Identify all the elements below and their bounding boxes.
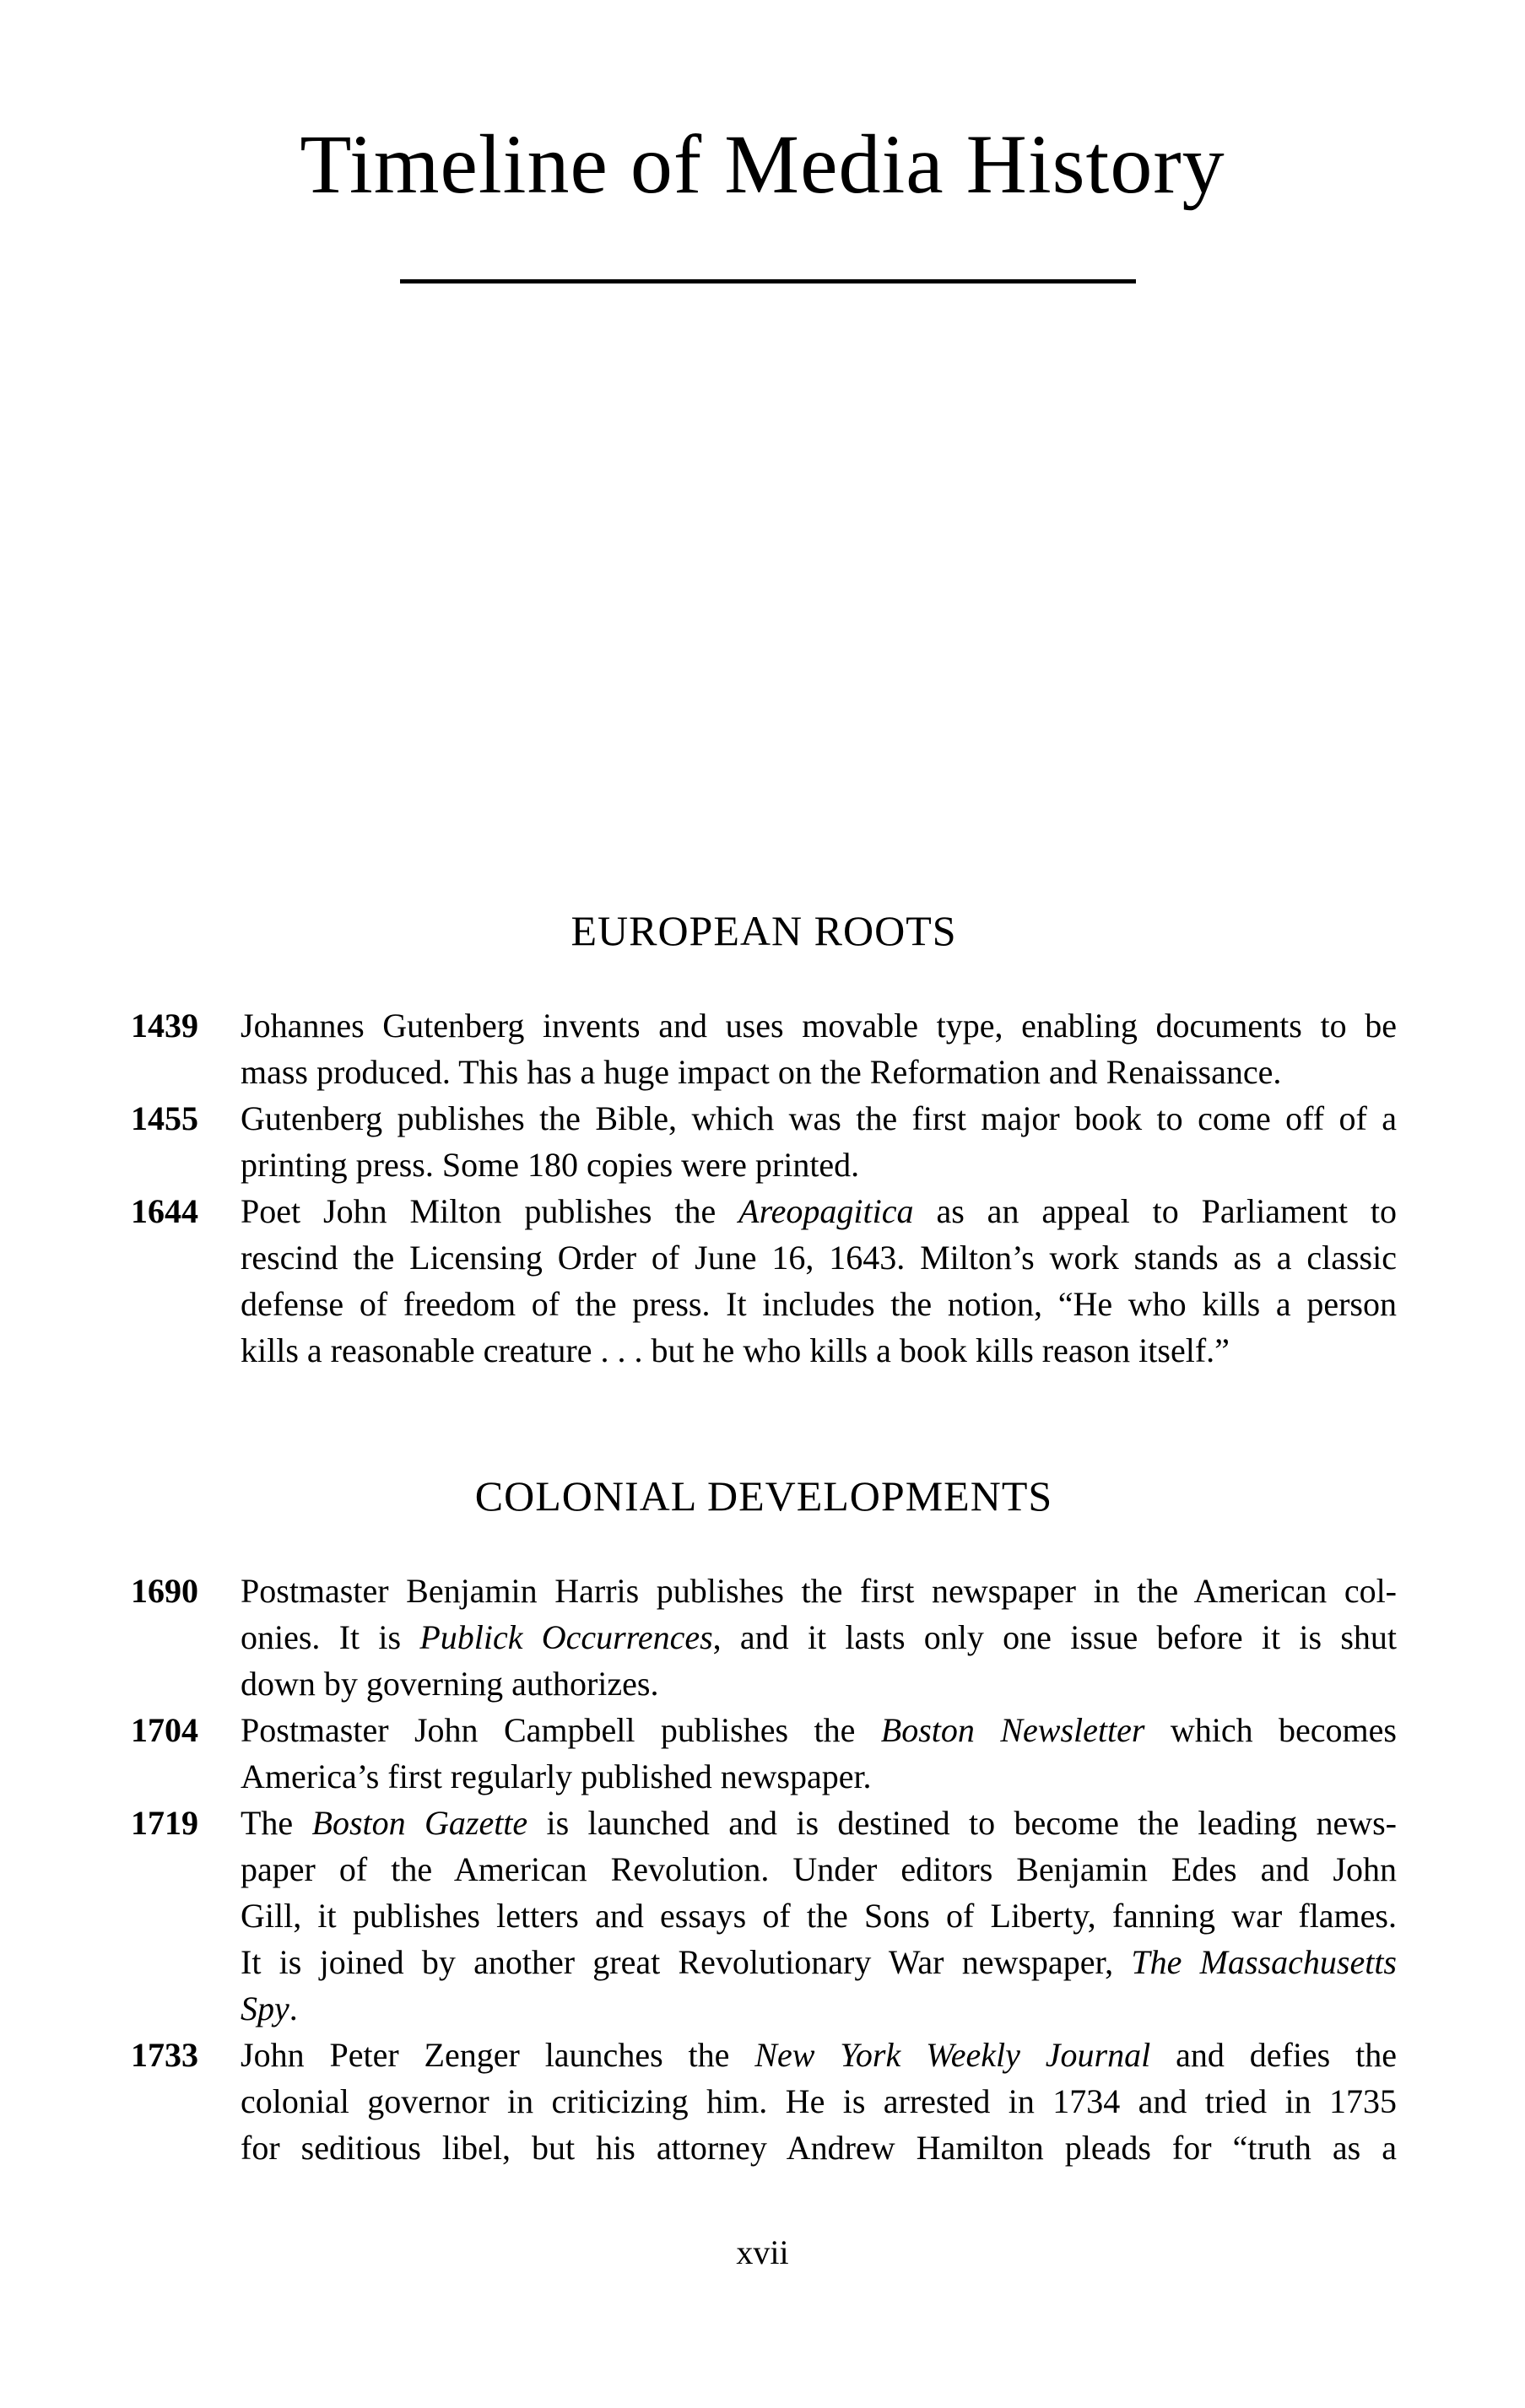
entry-line (241, 2032, 1397, 2078)
timeline-entry (131, 2032, 1397, 2171)
entry-text-segment: colonial governor in criticizing him. He is arrested in 1734 and tried in 1735 (241, 2082, 1397, 2120)
entry-year: 1439 (131, 1007, 198, 1045)
entry-text-segment: Gutenberg publishes the Bible, which was the first major book to come off of a (241, 1099, 1397, 1137)
entry-text-segment-italic: Boston Gazette (311, 1804, 528, 1842)
section-heading: EUROPEAN ROOTS (571, 907, 957, 954)
timeline-sections (131, 907, 1398, 2171)
page-title: Timeline of Media History (300, 117, 1225, 211)
entry-text-segment: John Peter Zenger launches the (241, 2036, 755, 2074)
entry-text-segment: Johannes Gutenberg invents and uses movable type, enabling documents to be (241, 1007, 1397, 1045)
entry-text-segment: . (289, 1990, 298, 2027)
entry-text (241, 1188, 1397, 1374)
entry-text-segment: rescind the Licensing Order of June 16, 1643. Milton’s work stands as a classic (241, 1239, 1397, 1277)
entry-year: 1690 (131, 1572, 198, 1610)
entry-text-segment-italic: Publick Occurrences (419, 1618, 713, 1656)
entry-text-segment: The (241, 1804, 312, 1842)
entry-text-segment: Poet John Milton publishes the (241, 1192, 739, 1230)
entry-text-segment: is launched and is destined to become the leading news- (527, 1804, 1398, 1842)
entry-text-segment: , and it lasts only one issue before it is shut (712, 1618, 1397, 1656)
entry-text-segment: kills a reasonable creature . . . but he who kills a book kills reason itself.” (241, 1331, 1230, 1369)
entry-text-segment: It is joined by another great Revolutionary War newspaper, (241, 1943, 1132, 1981)
timeline-entry (131, 1188, 1397, 1374)
entry-text-segment: as an appeal to Parliament to (913, 1192, 1397, 1230)
entry-text (241, 1800, 1397, 2032)
timeline-entry (131, 1707, 1397, 1800)
entry-line (241, 1985, 1397, 2032)
entry-text-segment-italic: Areopagitica (738, 1192, 914, 1230)
entry-text-segment: Postmaster Benjamin Harris publishes the first newspaper in the American col- (241, 1572, 1397, 1610)
entry-text-segment: down by governing authorizes. (241, 1665, 659, 1703)
entry-line (241, 1142, 1397, 1188)
entry-line (241, 1327, 1397, 1374)
page-number: xvii (736, 2233, 789, 2271)
entry-text-segment: paper of the American Revolution. Under editors Benjamin Edes and John (241, 1850, 1397, 1888)
entry-line (241, 2078, 1397, 2125)
timeline-entry (131, 1002, 1397, 1095)
entry-text-segment: which becomes (1144, 1711, 1397, 1749)
entry-text-segment: Postmaster John Campbell publishes the (241, 1711, 881, 1749)
entry-text (241, 1095, 1397, 1188)
entry-text-segment: mass produced. This has a huge impact on the Reformation and Renaissance. (241, 1053, 1282, 1091)
entry-text-segment: America’s first regularly published newspaper. (241, 1757, 872, 1795)
entry-text-segment: defense of freedom of the press. It includes the notion, “He who kills a person (241, 1285, 1397, 1323)
entry-text-segment-italic: The Massachusetts (1131, 1943, 1397, 1981)
entry-text (241, 2032, 1397, 2171)
entry-year: 1704 (131, 1711, 198, 1749)
entry-text (241, 1707, 1397, 1800)
entry-text-segment: onies. It is (241, 1618, 420, 1656)
entry-year: 1733 (131, 2036, 198, 2074)
timeline-entry (131, 1800, 1397, 2032)
entry-line (241, 1568, 1397, 1614)
entry-year: 1719 (131, 1804, 198, 1842)
entry-line (241, 1234, 1397, 1281)
timeline-entry (131, 1568, 1397, 1707)
entry-line (241, 1892, 1397, 1939)
entry-line (241, 2125, 1397, 2171)
timeline-section (131, 907, 1397, 1374)
entry-text-segment: for seditious libel, but his attorney Andrew Hamilton pleads for “truth as a (241, 2129, 1397, 2167)
entry-text (241, 1568, 1397, 1707)
entry-line (241, 1281, 1397, 1327)
entry-line (241, 1188, 1397, 1234)
entry-text-segment: printing press. Some 180 copies were printed. (241, 1146, 860, 1184)
entry-line (241, 1614, 1397, 1660)
entry-line (241, 1049, 1397, 1095)
entry-line (241, 1095, 1397, 1142)
entry-year: 1455 (131, 1099, 198, 1137)
entry-text (241, 1002, 1397, 1095)
entry-year: 1644 (131, 1192, 198, 1230)
entry-text-segment: Gill, it publishes letters and essays of the Sons of Liberty, fanning war flames. (241, 1897, 1397, 1935)
entry-line (241, 1800, 1397, 1846)
entry-text-segment-italic: Spy (241, 1990, 289, 2027)
entry-text-segment-italic: Boston Newsletter (880, 1711, 1145, 1749)
entry-line (241, 1846, 1397, 1892)
entry-line (241, 1753, 1397, 1800)
entry-text-segment-italic: New York Weekly Journal (754, 2036, 1151, 2074)
title-divider (400, 279, 1136, 283)
entry-line (241, 1939, 1397, 1985)
entry-line (241, 1707, 1397, 1753)
entry-line (241, 1002, 1397, 1049)
entry-text-segment: and defies the (1150, 2036, 1398, 2074)
timeline-entry (131, 1095, 1397, 1188)
section-heading: COLONIAL DEVELOPMENTS (474, 1472, 1053, 1520)
entry-line (241, 1660, 1397, 1707)
timeline-section (131, 1472, 1398, 2171)
